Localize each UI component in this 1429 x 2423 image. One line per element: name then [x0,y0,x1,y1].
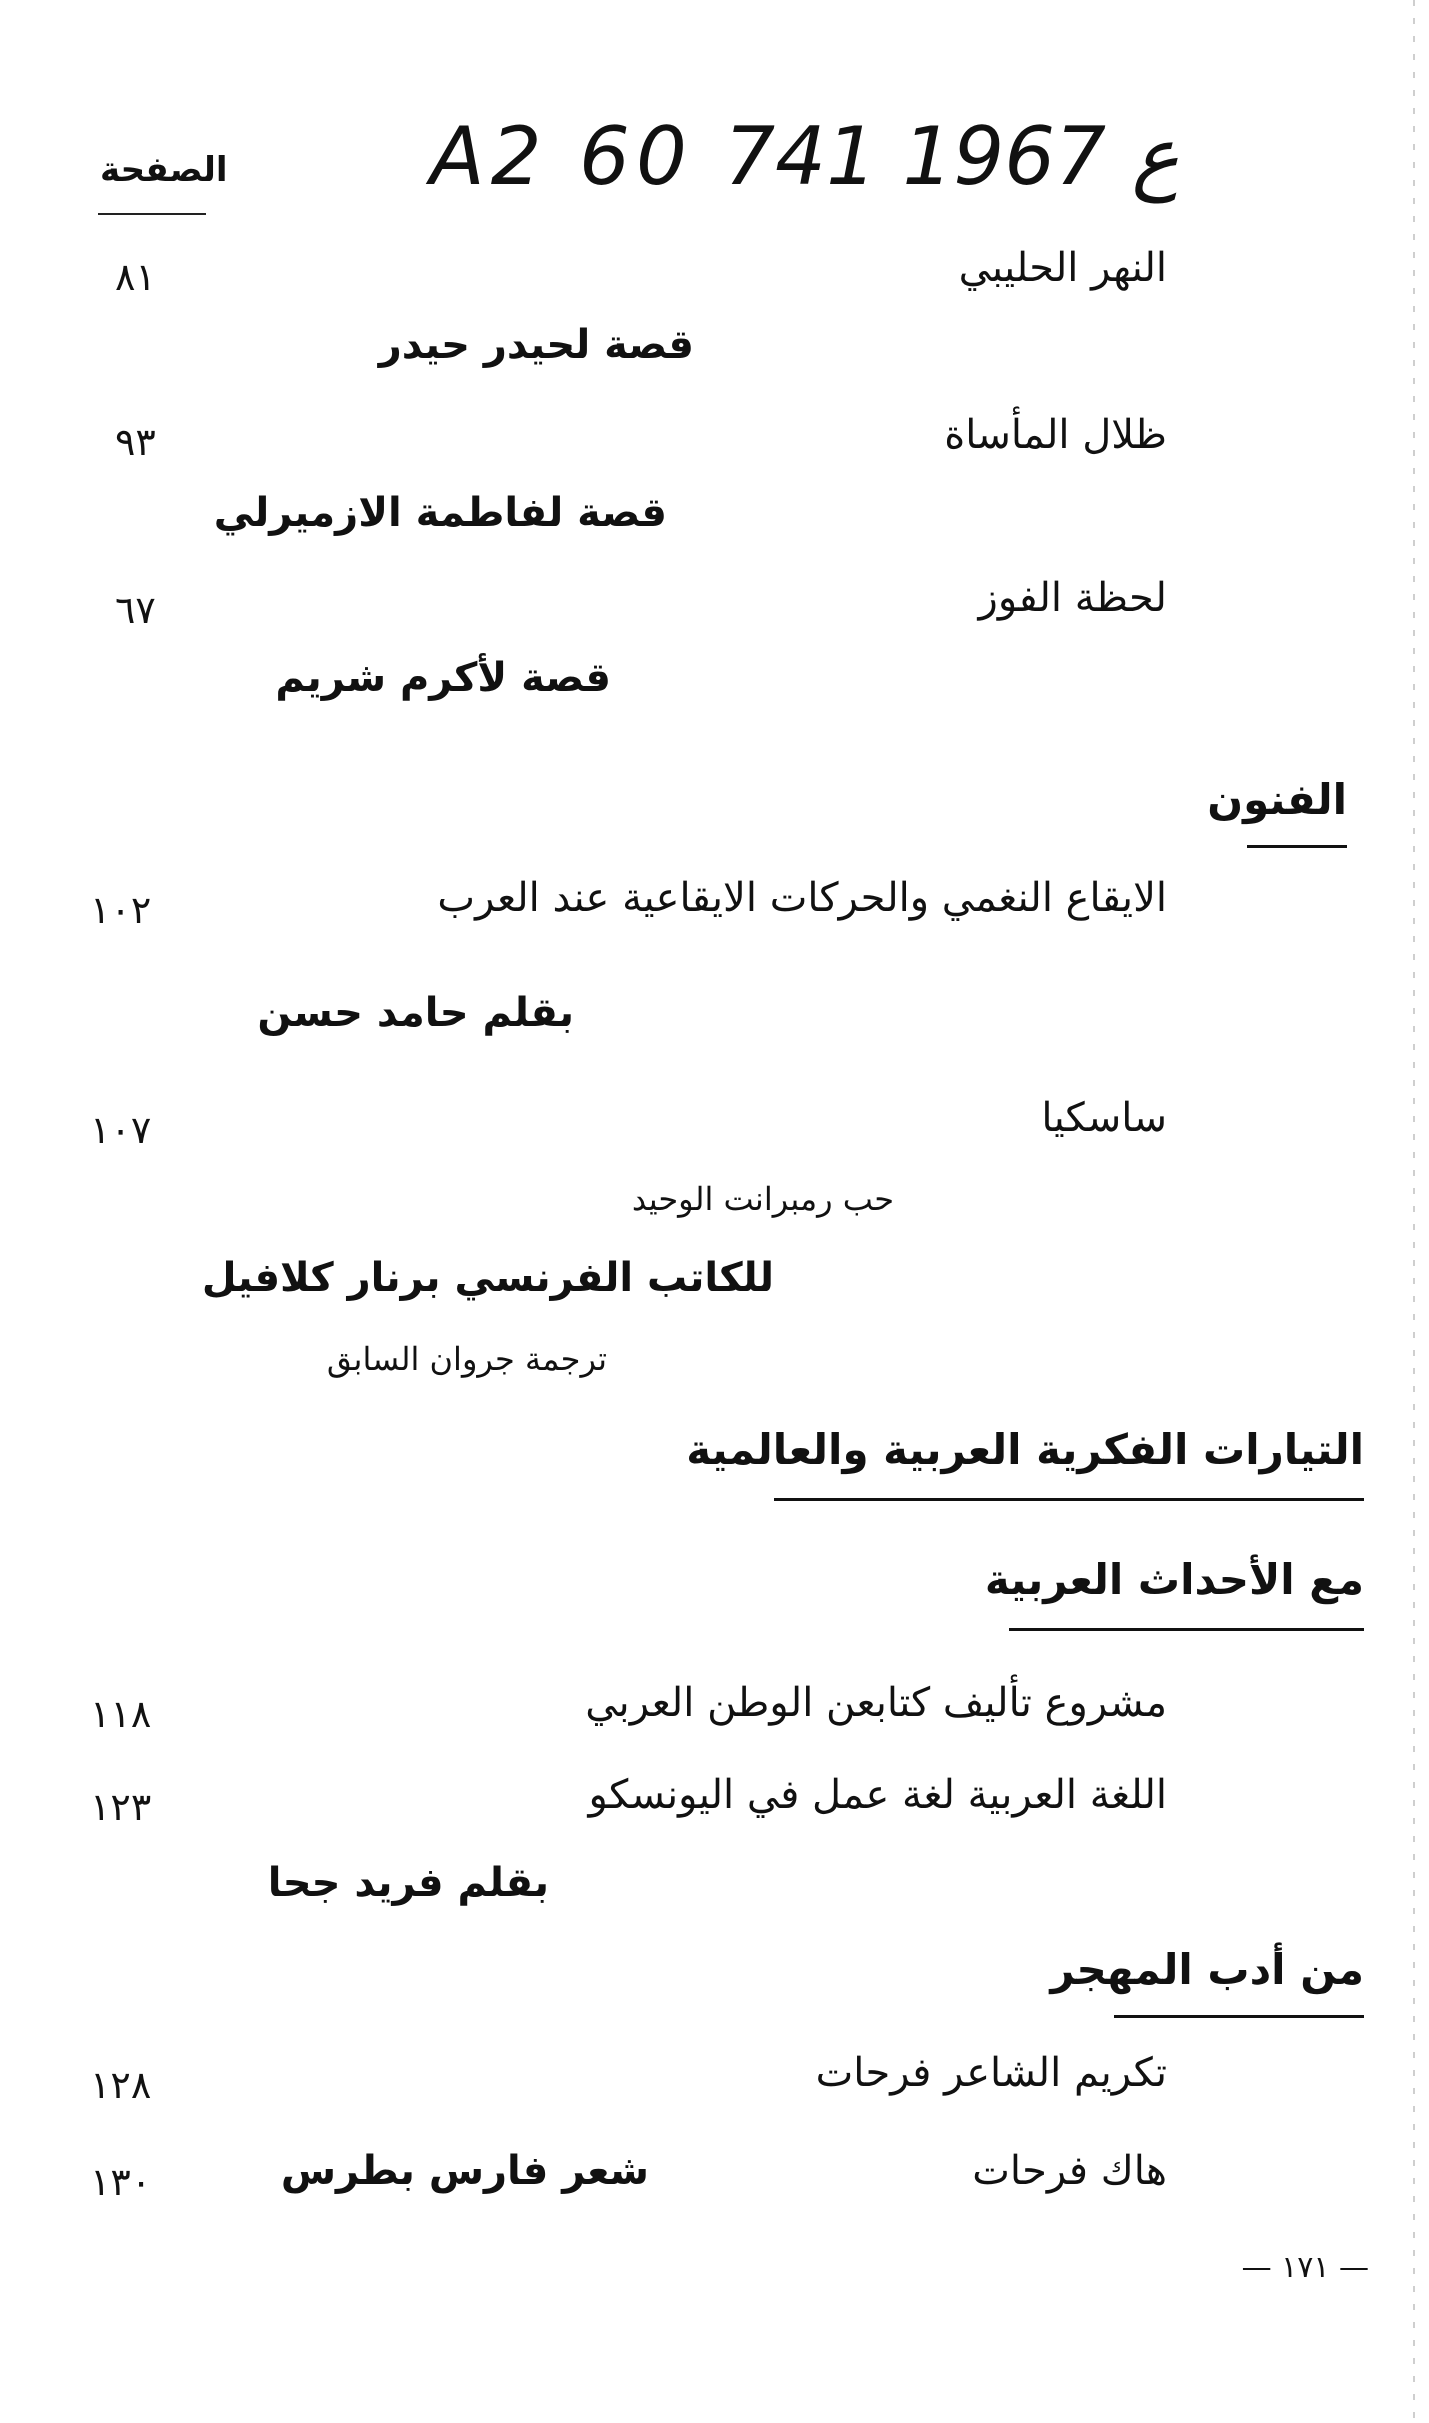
entry-author: قصة لأكرم شريم [275,655,611,701]
entry-page-number: ٦٧ [115,588,156,632]
entry-subtitle: حب رمبرانت الوحيد [631,1180,894,1218]
entry-translator: ترجمة جروان السابق [326,1340,607,1378]
section-underline [1247,845,1347,848]
entry-author: قصة لحيدر حيدر [378,322,694,368]
entry-page-number: ١٣٠ [90,2160,152,2204]
entry-page-number: ١١٨ [90,1692,152,1736]
page-column-header: الصفحة [100,150,228,190]
entry-page-number: ١٢٣ [90,1785,152,1829]
entry-title: لحظة الفوز [978,575,1167,621]
entry-title: الايقاع النغمي والحركات الايقاعية عند العرب [437,875,1167,921]
entry-title: هاك فرحات [972,2148,1167,2194]
section-underline [1114,2015,1364,2018]
entry-author: للكاتب الفرنسي برنار كلافيل [201,1255,774,1301]
handwritten-catalog-note: A2 60 ع 1967 741 [430,110,1180,203]
entry-page-number: ٩٣ [115,420,156,464]
footer-page-number: — ١٧١ — [1241,2250,1369,2285]
entry-title: اللغة العربية لغة عمل في اليونسكو [588,1772,1167,1818]
section-heading: من أدب المهجر [1050,1945,1364,1994]
entry-title: مشروع تأليف كتابعن الوطن العربي [585,1680,1167,1726]
section-heading: مع الأحداث العربية [984,1555,1364,1604]
entry-title: النهر الحليبي [958,245,1167,291]
entry-page-number: ١٠٢ [90,888,152,932]
entry-page-number: ١٢٨ [90,2063,152,2107]
section-underline [1009,1628,1364,1631]
entry-title: ظلال المأساة [944,412,1167,458]
entry-page-number: ٨١ [115,255,156,299]
entry-title: ساسكيا [1041,1095,1167,1141]
section-heading: التيارات الفكرية العربية والعالمية [686,1425,1364,1474]
page-column-rule [98,213,206,215]
entry-author: بقلم حامد حسن [257,990,574,1036]
entry-page-number: ١٠٧ [90,1108,152,1152]
section-underline [774,1498,1364,1501]
scan-edge-marks [1413,0,1415,2423]
entry-author: قصة لفاطمة الازميرلي [213,490,667,536]
entry-author: شعر فارس بطرس [280,2148,649,2194]
entry-author: بقلم فريد جحا [267,1860,549,1906]
section-heading: الفنون [1207,775,1347,824]
entry-title: تكريم الشاعر فرحات [815,2050,1167,2096]
